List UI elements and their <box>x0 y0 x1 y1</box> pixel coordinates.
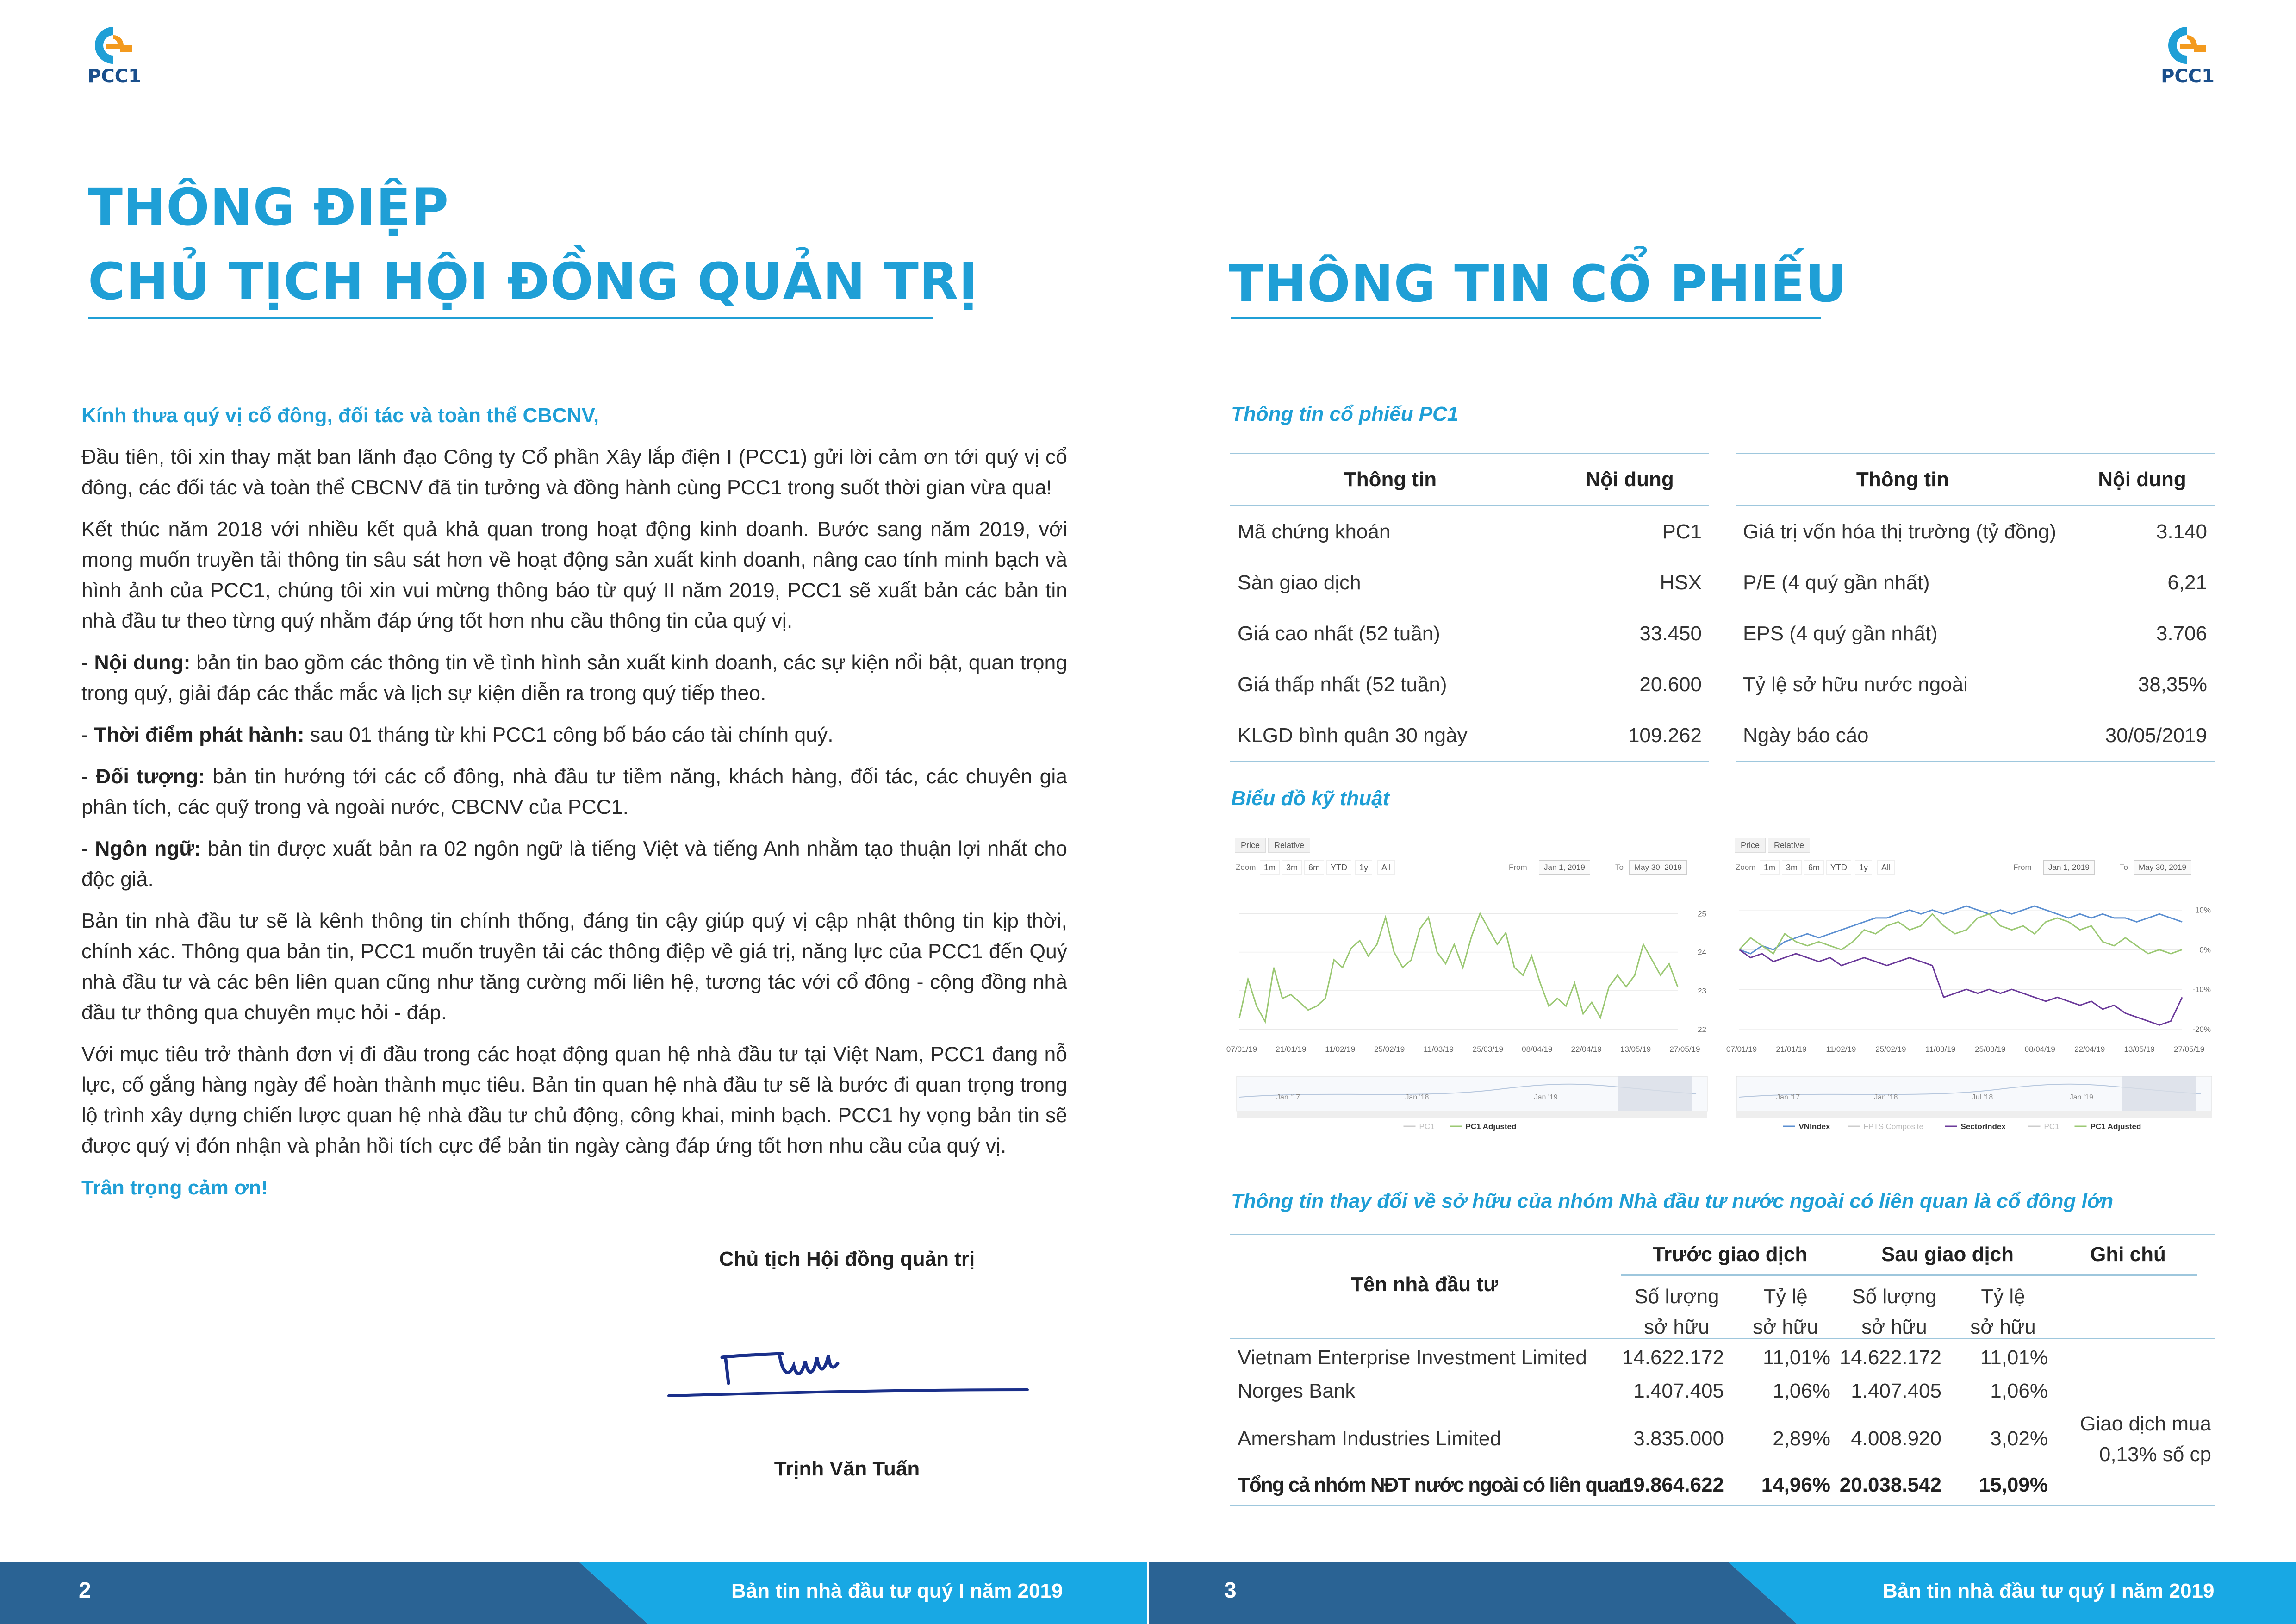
zoom-option-3m[interactable]: 3m <box>1282 860 1302 875</box>
legend-item-vnindex[interactable] <box>1783 1122 1831 1131</box>
to-label: To <box>1615 863 1624 872</box>
right-title-rule <box>1231 317 1821 319</box>
navigator-tick: Jan '17 <box>1276 1093 1300 1101</box>
signature-name: Trịnh Văn Tuấn <box>774 1457 920 1480</box>
series-line-pc1-adjusted <box>1239 913 1678 1021</box>
subheader-pct: Tỷ lệ sở hữu <box>1970 1285 2036 1338</box>
table-total-row: Tổng cả nhóm NĐT nước ngoài có liên quan 19.864.622 14,96% 20.038.542 15,09% <box>1238 1474 2048 1496</box>
navigator-tick: Jan '19 <box>1534 1093 1558 1101</box>
svg-text:FPTS Composite: FPTS Composite <box>1863 1122 1923 1131</box>
zoom-option-ytd[interactable]: YTD <box>1326 860 1351 875</box>
navigator-selection[interactable] <box>1618 1076 1692 1111</box>
x-tick-label: 25/02/19 <box>1374 1045 1405 1054</box>
table-row: Tỷ lệ sở hữu nước ngoài 38,35% <box>1743 673 2207 696</box>
ownership-table <box>1230 1234 2215 1507</box>
legend-item-pc1[interactable] <box>1404 1122 1435 1131</box>
navigator-tick: Jan '19 <box>2069 1093 2093 1101</box>
letter-paragraph: Với mục tiêu trở thành đơn vị đi đầu trong các hoạt động quan hệ nhà đầu tư tại Việt Nam, PCC1 đang nỗ lực, cố gắng hàng ngày để hoàn thành mục tiêu. Bản tin quan hệ nhà đầu tư sẽ là bước đi quan trọng trong lộ trình xây dựng chiến lược quan hệ nhà đầu tư chủ động, công khai, minh bạch. PCC1 hy vọng bản tin sẽ được quý vị đón nhận và phản hồi tích cực để bản tin ngày càng đáp ứng tốt hơn nhu cầu của quý vị. <box>81 1043 1067 1157</box>
zoom-option-1m[interactable]: 1m <box>1260 860 1280 875</box>
relative-button[interactable]: Relative <box>1268 838 1310 853</box>
zoom-option-3m[interactable]: 3m <box>1782 860 1802 875</box>
letter-paragraph: Bản tin nhà đầu tư sẽ là kênh thông tin chính thống, đáng tin cậy giúp quý vị cập nhật thông tin kịp thời, chính xác. Thông qua bản tin, PCC1 muốn truyền tải các thông điệp về giá trị, năng lực của PCC1 đến Quý nhà đầu tư và các bên liên quan cũng như tăng cường mối liên hệ, tương tác với cổ đông - cộng đồng nhà đầu tư thông qua chuyên mục hỏi - đáp. <box>81 910 1067 1024</box>
page-number-left: 2 <box>79 1578 91 1603</box>
pcc1-logo-left <box>79 23 148 88</box>
letter-greeting: Kính thưa quý vị cổ đông, đối tác và toàn thể CBCNV, <box>81 404 599 427</box>
letter-bullet: - Ngôn ngữ: bản tin được xuất bản ra 02 ngôn ngữ là tiếng Việt và tiếng Anh nhằm tạo thuận lợi nhất cho độc giả. <box>81 837 1067 891</box>
table-row: Giá trị vốn hóa thị trường (tỷ đồng) 3.140 <box>1743 520 2207 543</box>
legend-item-pc1[interactable] <box>2028 1122 2060 1131</box>
zoom-option-1y[interactable]: 1y <box>1855 860 1872 875</box>
x-tick-label: 22/04/19 <box>1571 1045 1602 1054</box>
legend-item-pc1-adjusted[interactable] <box>1450 1122 1517 1131</box>
x-tick-label: 07/01/19 <box>1226 1045 1257 1054</box>
table-row: Ngày báo cáo 30/05/2019 <box>1736 710 2215 762</box>
relative-chart-right <box>1726 833 2215 1131</box>
x-tick-label: 27/05/19 <box>1669 1045 1700 1054</box>
series-line-sectorindex <box>1739 949 2182 1025</box>
navigator-tick: Jan '18 <box>1874 1093 1898 1101</box>
stock-info-table-left <box>1230 453 1709 762</box>
y-tick-label: 25 <box>1698 909 1706 918</box>
x-tick-label: 21/01/19 <box>1776 1045 1807 1054</box>
chart-heading: Biểu đồ kỹ thuật <box>1231 787 1390 810</box>
table-row: Giá cao nhất (52 tuần) 33.450 <box>1238 622 1702 645</box>
svg-text:SectorIndex: SectorIndex <box>1960 1122 2006 1131</box>
x-tick-label: 08/04/19 <box>1522 1045 1553 1054</box>
navigator-tick: Jan '18 <box>1405 1093 1429 1101</box>
y-tick-label: 10% <box>2195 906 2211 915</box>
subheader-qty: Số lượng sở hữu <box>1634 1285 1719 1338</box>
relative-button[interactable]: Relative <box>1768 838 1810 853</box>
table-row: Giá thấp nhất (52 tuần) 20.600 <box>1238 673 1702 696</box>
table-row: Sàn giao dịch HSX <box>1238 571 1702 594</box>
x-tick-label: 27/05/19 <box>2173 1045 2205 1054</box>
col-header-info: Thông tin <box>1230 454 1550 506</box>
series-line-vnindex <box>1739 906 2182 954</box>
price-chart-left <box>1226 833 1710 1131</box>
to-date-input[interactable]: May 30, 2019 <box>1629 860 1687 875</box>
x-tick-label: 22/04/19 <box>2074 1045 2105 1054</box>
left-title-rule <box>88 317 933 319</box>
y-tick-label: 23 <box>1698 987 1706 995</box>
legend-item-sectorindex[interactable] <box>1945 1122 2006 1131</box>
left-title-line2: CHỦ TỊCH HỘI ĐỒNG QUẢN TRỊ <box>88 252 978 311</box>
page-number-right: 3 <box>1224 1578 1237 1603</box>
y-tick-label: 24 <box>1698 948 1706 957</box>
logo-text: PCC1 <box>2161 66 2215 87</box>
zoom-option-all[interactable]: All <box>1377 860 1395 875</box>
legend-item-pc1-adjusted[interactable] <box>2075 1122 2141 1131</box>
x-tick-label: 11/02/19 <box>1826 1045 1856 1054</box>
x-tick-label: 13/05/19 <box>1620 1045 1651 1054</box>
y-tick-label: 22 <box>1698 1025 1706 1034</box>
ownership-heading: Thông tin thay đổi về sở hữu của nhóm Nhà đầu tư nước ngoài có liên quan là cổ đông lớn <box>1231 1190 2114 1212</box>
zoom-option-1y[interactable]: 1y <box>1355 860 1372 875</box>
table-row: Vietnam Enterprise Investment Limited 14.622.172 11,01% 14.622.172 11,01% <box>1238 1346 2048 1369</box>
footer-title-left: Bản tin nhà đầu tư quý I năm 2019 <box>731 1580 1063 1602</box>
chart-plot-area <box>1726 833 2215 1131</box>
letter-body <box>81 400 1067 1214</box>
col-header-investor: Tên nhà đầu tư <box>1351 1273 1498 1296</box>
svg-text:VNIndex: VNIndex <box>1798 1122 1830 1131</box>
zoom-label: Zoom <box>1736 863 1756 872</box>
zoom-option-1m[interactable]: 1m <box>1760 860 1780 875</box>
x-tick-label: 25/03/19 <box>1472 1045 1503 1054</box>
x-tick-label: 25/03/19 <box>1975 1045 2006 1054</box>
x-tick-label: 13/05/19 <box>2124 1045 2155 1054</box>
col-header-note: Ghi chú <box>2090 1243 2166 1266</box>
x-tick-label: 07/01/19 <box>1726 1045 1757 1054</box>
price-button[interactable]: Price <box>1235 838 1266 853</box>
x-tick-label: 21/01/19 <box>1276 1045 1307 1054</box>
x-tick-label: 11/03/19 <box>1424 1045 1454 1054</box>
subheader-pct: Tỷ lệ sở hữu <box>1753 1285 1818 1338</box>
navigator-tick: Jul '18 <box>1972 1093 1993 1101</box>
letter-bullet: - Thời điểm phát hành: sau 01 tháng từ khi PCC1 công bố báo cáo tài chính quý. <box>81 724 834 746</box>
table-row: EPS (4 quý gần nhất) 3.706 <box>1743 622 2207 645</box>
table-row: KLGD bình quân 30 ngày 109.262 <box>1230 710 1709 762</box>
navigator-scrollbar[interactable] <box>1237 1112 1707 1118</box>
svg-text:PC1: PC1 <box>2044 1122 2060 1131</box>
col-header-before: Trước giao dịch <box>1652 1243 1808 1266</box>
zoom-label: Zoom <box>1236 863 1256 872</box>
footer-title-right: Bản tin nhà đầu tư quý I năm 2019 <box>1883 1580 2215 1602</box>
svg-text:PC1: PC1 <box>1419 1122 1435 1131</box>
table-row: Mã chứng khoán PC1 <box>1238 520 1702 543</box>
from-label: From <box>2013 863 2032 872</box>
table-row: P/E (4 quý gần nhất) 6,21 <box>1743 571 2207 594</box>
stock-info-heading: Thông tin cổ phiếu PC1 <box>1231 403 1459 425</box>
navigator-tick: Jan '17 <box>1776 1093 1800 1101</box>
chart-plot-area <box>1226 833 1710 1131</box>
to-label: To <box>2120 863 2128 872</box>
right-title: THÔNG TIN CỔ PHIẾU <box>1229 254 1848 313</box>
y-tick-label: -20% <box>2192 1024 2211 1034</box>
col-header-content: Nội dung <box>2070 454 2215 506</box>
letter-bullet: - Nội dung: bản tin bao gồm các thông tin về tình hình sản xuất kinh doanh, các sự kiện nổi bật, quan trọng trong quý, giải đáp các thắc mắc và lịch sự kiện diễn ra trong quý tiếp theo. <box>81 651 1067 705</box>
x-tick-label: 11/03/19 <box>1925 1045 1956 1054</box>
table-header-row <box>1230 454 1709 506</box>
price-button[interactable]: Price <box>1735 838 1766 853</box>
x-tick-label: 11/02/19 <box>1325 1045 1356 1054</box>
table-row: Amersham Industries Limited 3.835.000 2,89% 4.008.920 3,02% <box>1238 1427 2048 1450</box>
col-header-content: Nội dung <box>1550 454 1709 506</box>
left-title-line1: THÔNG ĐIỆP <box>88 178 449 237</box>
navigator-scrollbar[interactable] <box>1736 1112 2212 1118</box>
table-header-row <box>1736 454 2215 506</box>
letter-paragraph: Kết thúc năm 2018 với nhiều kết quả khả quan trong hoạt động kinh doanh. Bước sang năm 2019, với mong muốn truyền tải thông tin sâu sát hơn về hoạt động sản xuất kinh doanh, nâng cao tính minh bạch và hình ảnh của PCC1, chúng tôi xin vui mừng thông báo từ quý II năm 2019, PCC1 sẽ xuất bản các bản tin nhà đầu tư theo từng quý nhằm đáp ứng tốt hơn nhu cầu thông tin của quý vị. <box>81 518 1067 632</box>
from-label: From <box>1509 863 1527 872</box>
ownership-note: Giao dịch mua 0,13% số cp <box>2080 1412 2211 1466</box>
zoom-option-all[interactable]: All <box>1877 860 1895 875</box>
to-date-input[interactable]: May 30, 2019 <box>2134 860 2191 875</box>
letter-closing: Trân trọng cảm ơn! <box>81 1176 268 1199</box>
from-date-input[interactable]: Jan 1, 2019 <box>1539 860 1590 875</box>
subheader-qty: Số lượng sở hữu <box>1852 1285 1937 1338</box>
navigator-selection[interactable] <box>2122 1076 2196 1111</box>
signature-title: Chủ tịch Hội đồng quản trị <box>719 1248 975 1270</box>
col-header-after: Sau giao dịch <box>1881 1243 2014 1266</box>
svg-text:PC1 Adjusted: PC1 Adjusted <box>2090 1122 2141 1131</box>
stock-info-table-right <box>1736 453 2215 762</box>
zoom-option-ytd[interactable]: YTD <box>1826 860 1851 875</box>
x-tick-label: 08/04/19 <box>2024 1045 2055 1054</box>
signature-image <box>666 1329 1037 1407</box>
legend-item-fpts-composite[interactable] <box>1848 1122 1923 1131</box>
pcc1-logo-right <box>2152 23 2221 88</box>
y-tick-label: 0% <box>2199 945 2211 955</box>
from-date-input[interactable]: Jan 1, 2019 <box>2043 860 2095 875</box>
x-tick-label: 25/02/19 <box>1875 1045 1906 1054</box>
letter-paragraph: Đầu tiên, tôi xin thay mặt ban lãnh đạo Công ty Cổ phần Xây lắp điện I (PCC1) gửi lời cảm ơn tới quý vị cổ đông, các đối tác và toàn thể CBCNV đã tin tưởng và đồng hành cùng PCC1 trong suốt thời gian vừa qua! <box>81 446 1067 499</box>
zoom-option-6m[interactable]: 6m <box>1304 860 1324 875</box>
col-header-info: Thông tin <box>1736 454 2070 506</box>
zoom-option-6m[interactable]: 6m <box>1804 860 1824 875</box>
svg-text:PC1 Adjusted: PC1 Adjusted <box>1465 1122 1517 1131</box>
logo-text: PCC1 <box>87 66 141 87</box>
letter-bullet: - Đối tượng: bản tin hướng tới các cổ đông, nhà đầu tư tiềm năng, khách hàng, đối tác, các chuyên gia phân tích, các quỹ trong và ngoài nước, CBCNV của PCC1. <box>81 765 1067 818</box>
y-tick-label: -10% <box>2192 985 2211 994</box>
table-row: Norges Bank 1.407.405 1,06% 1.407.405 1,06% <box>1238 1380 2048 1402</box>
